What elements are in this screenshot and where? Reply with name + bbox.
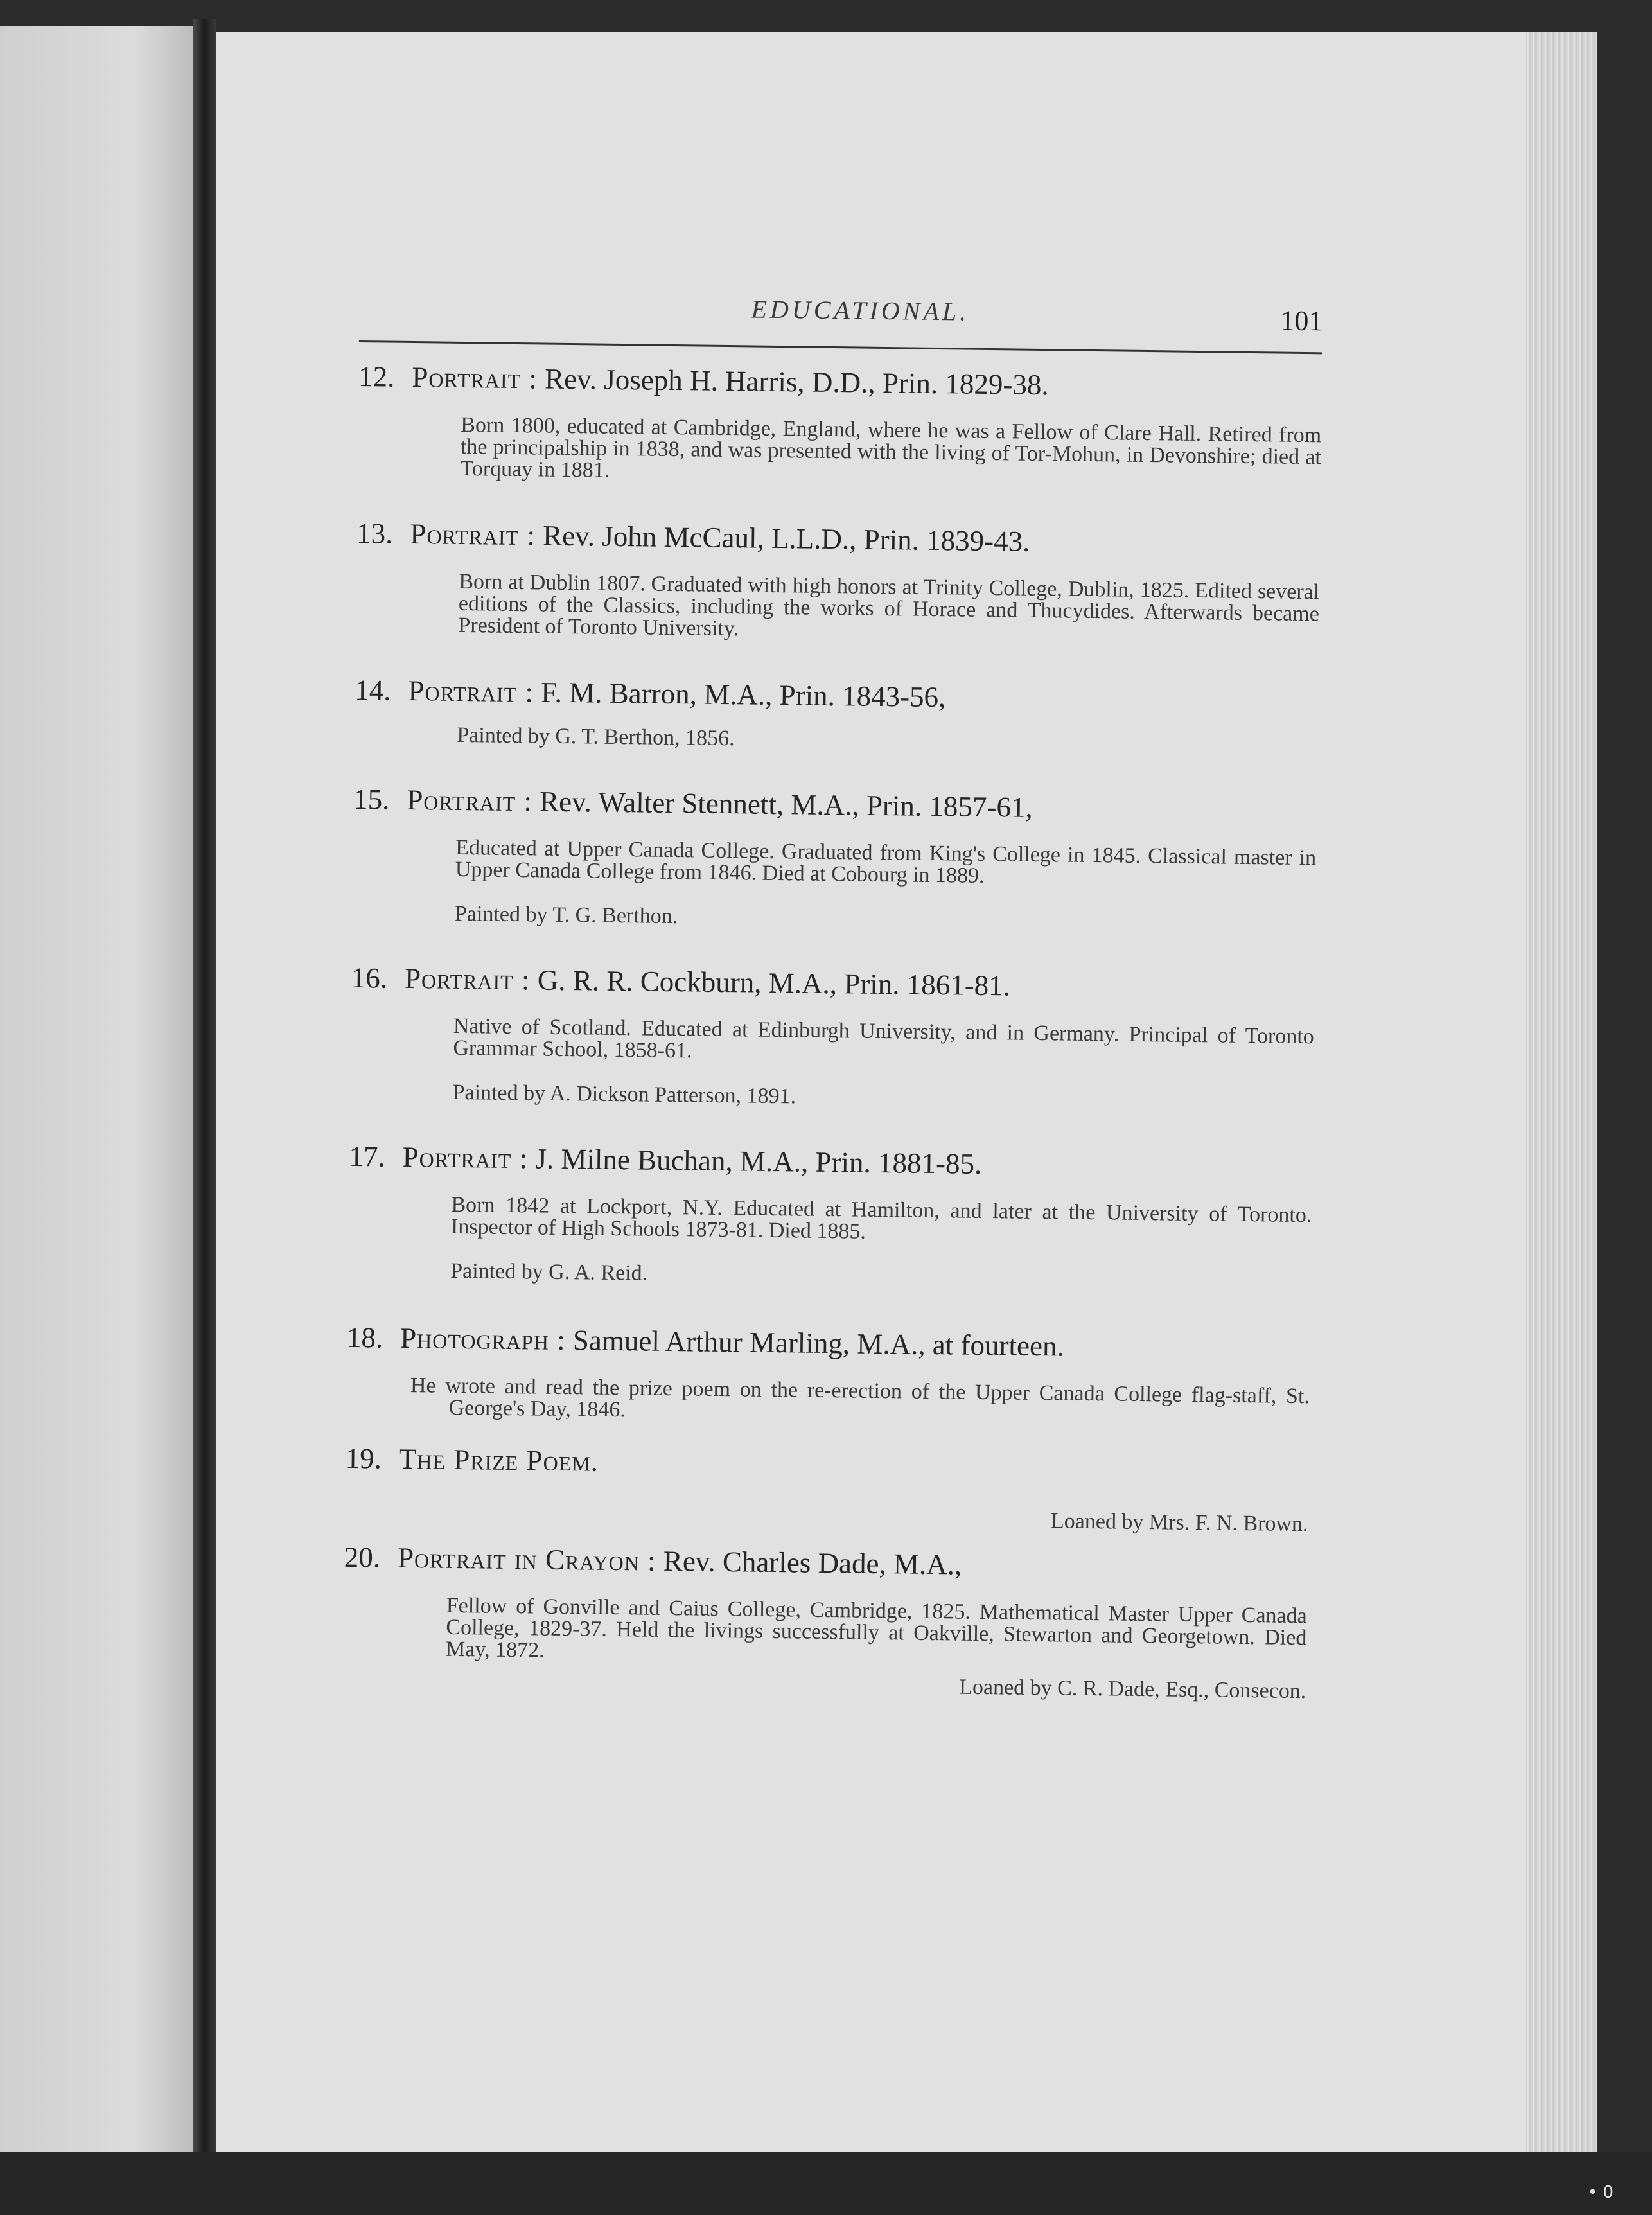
entry-kind: Portrait : [408,674,534,709]
book-gutter [193,19,216,2178]
facing-page [0,26,193,2165]
scan-background [0,2152,1652,2215]
catalogue-entry-14 [354,667,1318,759]
entry-kind: Portrait : [402,1140,529,1175]
entry-heading [358,354,1322,410]
catalogue-entry-17 [347,1134,1313,1294]
entry-description: Born 1842 at Lockport, N.Y. Educated at Hamilton, and later at the University of Toronto. Inspector of High Schools 1873-81. Died 1885. [450,1192,1312,1244]
entry-title: J. Milne Buchan, M.A., Prin. 1881-85. [535,1142,982,1180]
scan-corner-mark: • 0 [1587,2183,1613,2202]
entry-number: 19. [345,1442,382,1475]
entry-kind: Portrait : [404,962,531,996]
entry-heading [353,777,1317,833]
entry-painter-note: Painted by G. T. Berthon, 1856. [457,723,735,751]
entry-heading [345,1436,1309,1492]
entry-number: 16. [351,961,388,994]
entry-title: Rev. John McCaul, L.L.D., Prin. 1839-43. [542,519,1030,558]
entry-number: 20. [344,1540,381,1574]
entry-title: F. M. Barron, M.A., Prin. 1843-56, [540,676,946,714]
entry-number: 12. [358,360,395,393]
catalogue-entry-19 [344,1436,1309,1537]
entry-number: 15. [353,782,390,816]
entry-description: Born at Dublin 1807. Graduated with high honors at Trinity College, Dublin, 1825. Edited several editions of the Classics, including the works of Horace and Thucydides. Afterwards became President of Toronto University. [458,569,1320,641]
page-number: 101 [1280,304,1323,337]
running-title: EDUCATIONAL. [751,294,970,326]
running-header [359,283,1323,354]
entry-number: 18. [346,1321,383,1354]
entry-heading [347,1315,1311,1372]
catalogue-entry-18 [346,1315,1310,1429]
entry-description: Native of Scotland. Educated at Edinburgh University, and in Germany. Principal of Toronto Grammar School, 1858-61. [453,1014,1314,1063]
catalogue-entry-15 [352,777,1317,937]
entry-heading [356,511,1321,567]
entry-kind: Portrait : [410,517,536,552]
entry-description: Educated at Upper Canada College. Graduated from King's College in 1845. Classical master in Upper Canada College from 1846. Died at Cobourg in 1889. [455,835,1317,888]
entry-heading [344,1535,1308,1591]
page-content [342,283,1323,1704]
entry-painter-note: Painted by G. A. Reid. [450,1258,648,1285]
entry-title: Rev. Walter Stennett, M.A., Prin. 1857-61, [539,785,1033,824]
entry-kind: Portrait : [412,361,538,395]
entry-loan-credit: Loaned by C. R. Dade, Esq., Consecon. [958,1675,1306,1704]
entry-description: Born 1800, educated at Cambridge, England, where he was a Fellow of Clare Hall. Retired from the principalship in 1838, and was presented with the living of Tor-Mohun, in Devonshire; died at Torquay in 1881. [460,412,1322,482]
entry-heading [349,1134,1313,1190]
entry-number: 14. [354,673,391,707]
entry-number: 17. [349,1140,385,1173]
entry-title: Rev. Charles Dade, M.A., [663,1544,962,1581]
entry-kind: Photograph : [400,1321,567,1357]
entry-title: Rev. Joseph H. Harris, D.D., Prin. 1829-38. [544,362,1049,402]
catalogue-entry-20 [342,1535,1308,1704]
entry-kind: Portrait in Crayon : [397,1541,656,1577]
entry-title: Samuel Arthur Marling, M.A., at fourteen. [572,1324,1065,1363]
entry-description: Fellow of Gonville and Caius College, Cambridge, 1825. Mathematical Master Upper Canada College, 1829-37. Held the livings successfully at Oakville, Stewarton and Georgetown. Died May, 1872. [445,1593,1307,1663]
entry-heading [355,667,1319,724]
entry-loan-credit: Loaned by Mrs. F. N. Brown. [1050,1509,1308,1537]
entry-title: G. R. R. Cockburn, M.A., Prin. 1861-81. [537,964,1011,1002]
entry-description: He wrote and read the prize poem on the re-erection of the Upper Canada College flag-staff, St. George's Day, 1846. [410,1373,1310,1422]
entry-heading [351,955,1315,1012]
page-edges [1526,32,1597,2152]
entry-kind: The Prize Poem. [398,1442,599,1478]
catalogue-entry-13 [355,511,1320,647]
entry-painter-note: Painted by A. Dickson Patterson, 1891. [452,1080,796,1109]
catalogue-entry-16 [349,955,1315,1116]
catalogue-entry-12 [357,354,1322,490]
entry-painter-note: Painted by T. G. Berthon. [454,901,678,929]
entry-kind: Portrait : [407,783,533,818]
entry-number: 13. [356,516,393,550]
